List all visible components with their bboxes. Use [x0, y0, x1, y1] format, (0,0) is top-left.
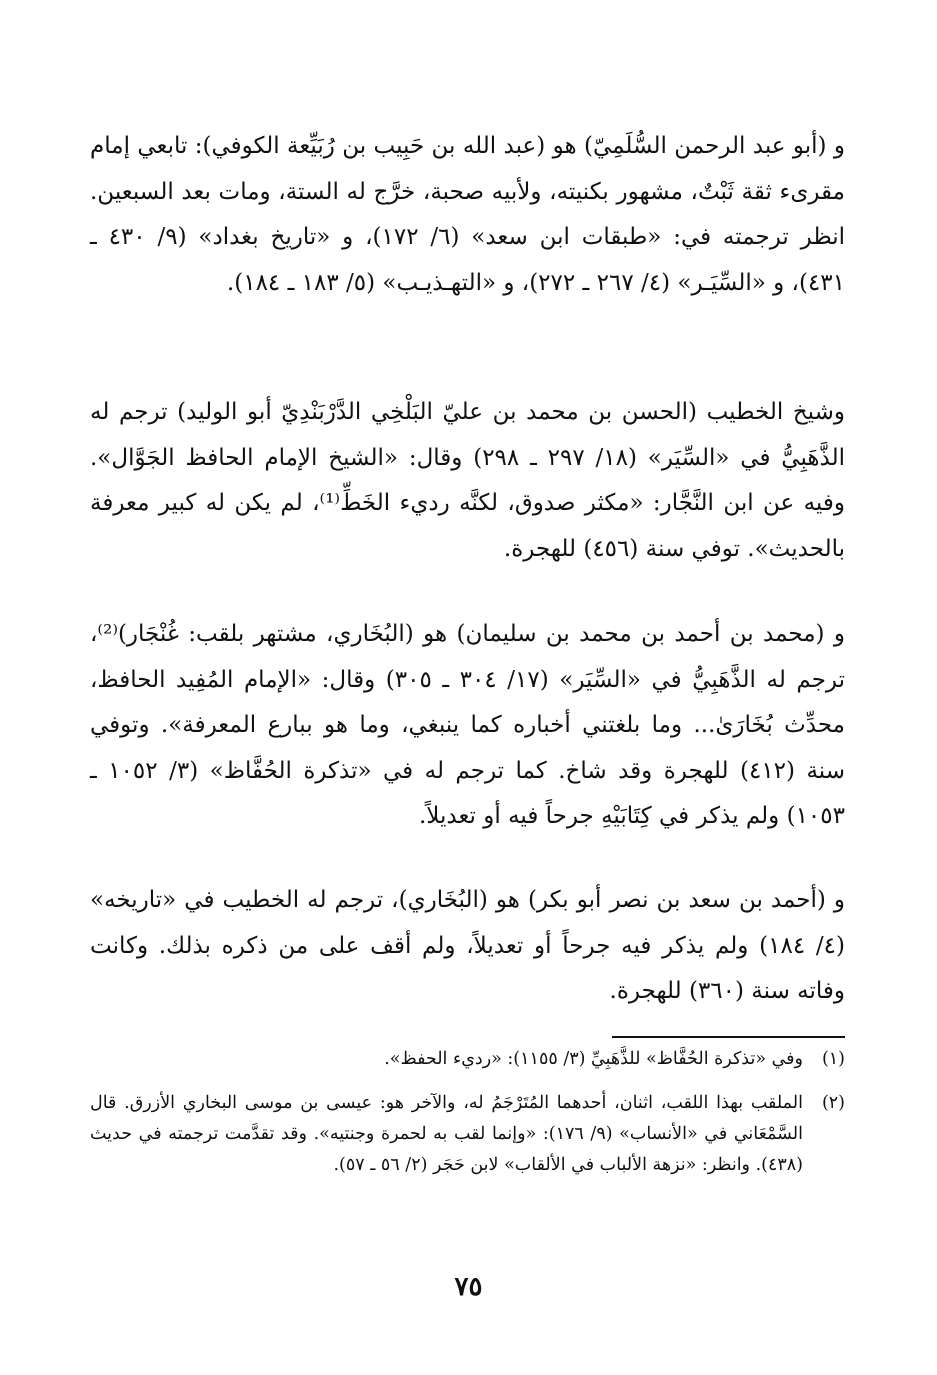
paragraph-muhammad-ghunjar: و (محمد بن أحمد بن محمد بن سليمان) هو (البُخَاري، مشتهر بلقب: غُنْجَار)⁽²⁾، ترجم له الذَّهَبِيُّ في «السِّيَر» (١٧/ ٣٠٤ ـ ٣٠٥) وقال: «الإمام المُفِيد الحافظ، محدِّث بُخَارَىٰ... وما بلغتني أخباره كما ينبغي، وما هو ببارع المعرفة». وتوفي سنة (٤١٢) للهجرة وقد شاخ. كما ترجم له في «تذكرة الحُفَّاظ» (٣/ ١٠٥٢ ـ ١٠٥٣) ولم يذكر في كِتَابَيْهِ جرحاً فيه أو تعديلاً. [90, 621, 846, 829]
footnote-separator [612, 1036, 845, 1038]
footnote-text: وفي «تذكرة الحُفَّاظ» للذَّهَبِيِّ (٣/ ١١٥٥): «رديء الحفظ». [384, 1049, 803, 1069]
footnote-text: الملقب بهذا اللقب، اثنان، أحدهما المُتَرْجَمُ له، والآخر هو: عيسى بن موسى البخاري الأزرق. قال السَّمْعَاني في «الأنساب» (٩/ ١٧٦): «وإنما لقب به لحمرة وجنتيه». وقد تقدَّمت ترجمته في حديث (٤٣٨). وانظر: «نزهة الألباب في الألقاب» لابن حَجَر (٢/ ٥٦ ـ ٥٧). [90, 1093, 803, 1175]
footnote-1 [90, 1044, 845, 1075]
paragraph-ahmad-bin-saad: و (أحمد بن سعد بن نصر أبو بكر) هو (البُخَاري)، ترجم له الخطيب في «تاريخه» (٤/ ١٨٤) ولم يذكر فيه جرحاً أو تعديلاً، ولم أقف على من ذكره بذلك. وكانت وفاته سنة (٣٦٠) للهجرة. [90, 887, 845, 1004]
footnote-number: (١) [821, 1049, 845, 1069]
page-number: ٧٥ [454, 1272, 483, 1302]
paragraph-hasan-balkhi: وشيخ الخطيب (الحسن بن محمد بن عليّ البَلْخِي الدَّرْبَنْدِيّ أبو الوليد) ترجم له الذَّهَبِيُّ في «السِّيَر» (١٨/ ٢٩٧ ـ ٢٩٨) وقال: «الشيخ الإمام الحافظ الجَوَّال». وفيه عن ابن النَّجَّار: «مكثر صدوق، لكنَّه رديء الخَطِّ⁽¹⁾، لم يكن له كبير معرفة بالحديث». توفي سنة (٤٥٦) للهجرة. [90, 399, 845, 562]
footnote-number: (٢) [821, 1093, 845, 1113]
footnote-2 [90, 1088, 845, 1181]
paragraph-abu-abdulrahman-sulami: و (أبو عبد الرحمن السُّلَمِيّ) هو (عبد الله بن حَبِيب بن رُبَيِّعة الكوفي): تابعي إمام مقرىء ثقة ثَبْتٌ، مشهور بكنيته، ولأبيه صحبة، خرَّج له الستة، ومات بعد السبعين. انظر ترجمته في: «طبقات ابن سعد» (٦/ ١٧٢)، و «تاريخ بغداد» (٩/ ٤٣٠ ـ ٤٣١)، و «السِّيَـر» (٤/ ٢٦٧ ـ ٢٧٢)، و «التهـذيـب» (٥/ ١٨٣ ـ ١٨٤). [90, 133, 845, 296]
